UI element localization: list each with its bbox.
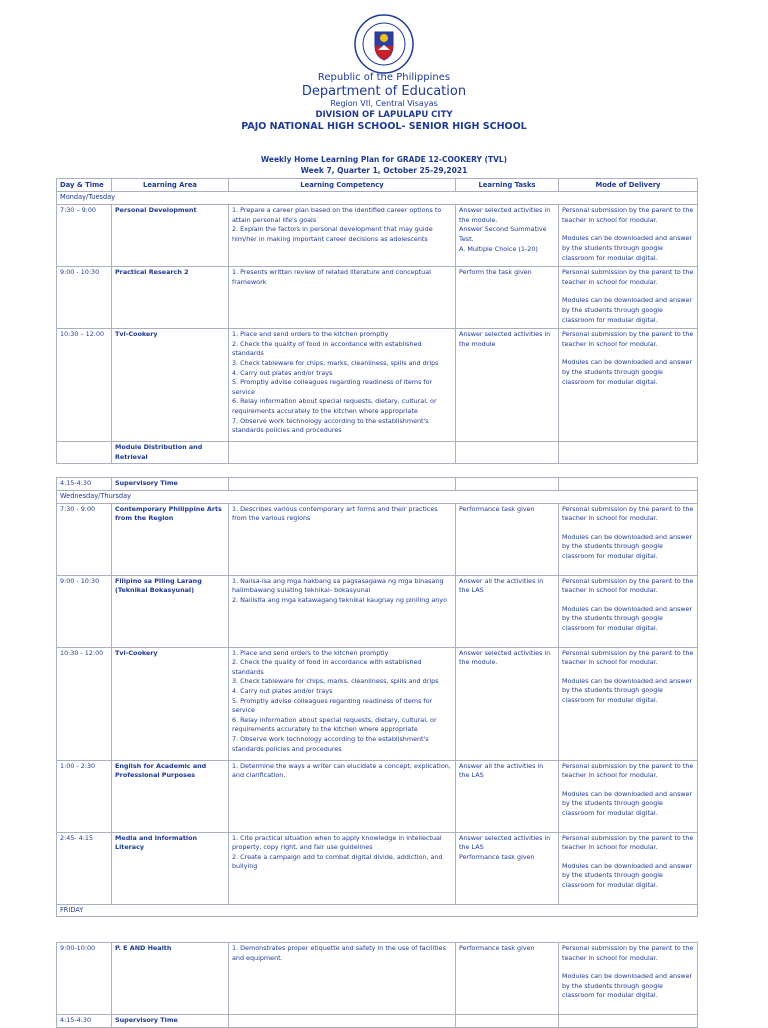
day-label: FRIDAY xyxy=(57,904,698,917)
competency-cell xyxy=(229,760,456,832)
competency-line: 1. Place and send orders to the kitchen promptly xyxy=(232,648,389,657)
tasks-cell xyxy=(456,1015,559,1028)
tasks-cell xyxy=(456,943,559,1015)
schedule-row xyxy=(57,575,698,647)
mode-cell xyxy=(559,442,698,464)
department-name: Department of Education xyxy=(301,84,467,99)
competency-line: 2. Explain the factors in personal development that may guide him/her in making important career decisions as adolescents xyxy=(232,225,433,243)
competency-line: 1. Prepare a career plan based on the identified career options to attain personal life's goals xyxy=(232,206,442,224)
area-line: Personal Development xyxy=(115,206,197,215)
competency-line: 4. Carry out plates and/or trays xyxy=(232,686,333,695)
competency-line: 6. Relay information about special requests, dietary, cultural, or requirements accurately to the kitchen where appropriate xyxy=(232,715,437,734)
area-cell xyxy=(112,442,229,464)
tasks-line: Answer selected activities in the module. xyxy=(459,648,551,667)
area-line: Filipino sa Piling Larang (Teknikal Bokasyunal) xyxy=(115,576,202,595)
competency-line: 1. Cite practical situation when to apply knowledge in intellectual property, copy right, and fair use guidelines xyxy=(232,833,442,852)
column-header: Learning Tasks xyxy=(456,179,559,192)
competency-line: 1. Determine the ways a writer can elucidate a concept, explication, and clarification. xyxy=(232,761,451,780)
time-cell: 4:15-4:30 xyxy=(57,1015,112,1028)
competency-line: 1. Describes various contemporary art forms and their practices from the various regions xyxy=(232,504,438,523)
mode-line xyxy=(562,668,694,677)
competency-cell xyxy=(229,1015,456,1028)
tasks-line: Performance task given xyxy=(459,504,535,513)
mode-line xyxy=(562,225,694,234)
competency-cell xyxy=(229,442,456,464)
mode-line: Personal submission by the parent to the teacher in school for modular. xyxy=(562,833,694,852)
area-cell xyxy=(112,1015,229,1028)
tasks-line: Answer selected activities in the LAS xyxy=(459,833,551,852)
competency-line: 1. Place and send orders to the kitchen promptly xyxy=(232,330,389,339)
area-line: Contemporary Philippine Arts from the Region xyxy=(115,504,222,523)
mode-line xyxy=(562,287,694,296)
tasks-cell xyxy=(456,478,559,491)
time-cell: 7:30 - 9:00 xyxy=(57,503,112,575)
competency-line: 1. Demonstrates proper etiquette and safety in the use of facilities and equipment. xyxy=(232,944,446,962)
schedule-row xyxy=(57,205,698,267)
area-cell xyxy=(112,575,229,647)
mode-line: Modules can be downloaded and answer by the students through google classroom for modular digital. xyxy=(562,861,693,889)
area-cell xyxy=(112,267,229,329)
tasks-cell xyxy=(456,832,559,904)
competency-cell xyxy=(229,575,456,647)
area-cell xyxy=(112,647,229,760)
mode-line xyxy=(562,963,694,972)
competency-line: 7. Observe work technology according to the establishment's standards policies and procedures xyxy=(232,734,429,753)
competency-line: 1. Presents written review of related literature and conceptual framework xyxy=(232,268,431,286)
competency-line: 5. Promptly advise colleagues regarding readiness of items for service xyxy=(232,696,433,715)
time-cell: 9:00 - 10:30 xyxy=(57,267,112,329)
mode-line: Modules can be downloaded and answer by the students through google classroom for modular digital. xyxy=(562,676,693,704)
competency-cell xyxy=(229,267,456,329)
column-header: Learning Competency xyxy=(229,179,456,192)
competency-cell xyxy=(229,205,456,267)
mode-cell xyxy=(559,760,698,832)
mode-line xyxy=(562,524,694,533)
competency-line: 2. Create a campaign add to combat digital divide, addiction, and bullying xyxy=(232,852,443,871)
area-line: Module Distribution and Retrieval xyxy=(115,443,203,461)
mode-line: Modules can be downloaded and answer by the students through google classroom for modular digital. xyxy=(562,234,693,262)
tasks-cell xyxy=(456,329,559,442)
area-cell xyxy=(112,205,229,267)
area-line: Practical Research 2 xyxy=(115,268,189,277)
tasks-line: Answer selected activities in the module. xyxy=(459,206,551,224)
learning-plan-table-2 xyxy=(56,477,698,917)
mode-cell xyxy=(559,205,698,267)
mode-line xyxy=(562,853,694,862)
competency-cell xyxy=(229,329,456,442)
competency-cell xyxy=(229,647,456,760)
area-cell xyxy=(112,329,229,442)
competency-line: 3. Check tableware for chips, marks, cleanliness, spills and drips xyxy=(232,358,439,367)
competency-cell xyxy=(229,478,456,491)
tasks-cell xyxy=(456,442,559,464)
header-row xyxy=(57,179,698,192)
schedule-row xyxy=(57,442,698,464)
mode-cell xyxy=(559,329,698,442)
learning-plan-table-1 xyxy=(56,178,698,464)
mode-cell xyxy=(559,503,698,575)
tasks-line: Answer selected activities in the module xyxy=(459,330,551,348)
area-cell xyxy=(112,503,229,575)
time-cell xyxy=(57,442,112,464)
competency-line: 4. Carry out plates and/or trays xyxy=(232,368,333,377)
mode-line: Personal submission by the parent to the teacher in school for modular. xyxy=(562,648,694,667)
time-cell: 9:00 - 10:30 xyxy=(57,575,112,647)
area-line: Supervisory Time xyxy=(115,1016,178,1024)
competency-line: 7. Observe work technology according to the establishment's standards policies and procedures xyxy=(232,416,429,435)
mode-line xyxy=(562,596,694,605)
time-cell: 9:00-10:00 xyxy=(57,943,112,1015)
competency-cell xyxy=(229,503,456,575)
mode-cell xyxy=(559,1015,698,1028)
schedule-row xyxy=(57,647,698,760)
time-cell: 7:30 – 9:00 xyxy=(57,205,112,267)
division-line: DIVISION OF LAPULAPU CITY xyxy=(315,110,453,120)
mode-line: Modules can be downloaded and answer by the students through google classroom for modular digital. xyxy=(562,358,693,386)
competency-line: 2. Check the quality of food in accordance with established standards xyxy=(232,658,422,676)
competency-line: 1. Naiisa-isa ang mga hakbang sa pagsasagawa ng mga binasang halimbawang sulating teknikal- bokasyunal xyxy=(232,576,444,595)
schedule-row xyxy=(57,760,698,832)
schedule-row xyxy=(57,832,698,904)
mode-line xyxy=(562,349,694,358)
time-cell: 10:30 – 12:00 xyxy=(57,329,112,442)
area-line: English for Academic and Professional Purposes xyxy=(115,761,207,780)
competency-line: 6. Relay information about special requests, dietary, cultural, or requirements accurately to the kitchen where appropriate xyxy=(232,397,437,415)
schedule-row xyxy=(57,267,698,329)
tasks-line: Answer all the activities in the LAS xyxy=(459,576,544,595)
competency-line: 2. Check the quality of food in accordance with established standards xyxy=(232,339,422,358)
area-cell xyxy=(112,478,229,491)
schedule-row xyxy=(57,1015,698,1028)
region-line: Region VII, Central Visayas xyxy=(330,99,438,108)
column-header: Day & Time xyxy=(57,179,112,192)
mode-line: Modules can be downloaded and answer by the students through google classroom for modular digital. xyxy=(562,972,693,1000)
mode-cell xyxy=(559,647,698,760)
day-row xyxy=(57,490,698,503)
mode-cell xyxy=(559,832,698,904)
tasks-line: Answer all the activities in the LAS xyxy=(459,761,544,780)
tasks-line: A. Multiple Choice (1-20) xyxy=(459,244,538,253)
competency-cell xyxy=(229,832,456,904)
mode-line: Personal submission by the parent to the teacher in school for modular. xyxy=(562,268,694,286)
mode-line: Modules can be downloaded and answer by the students through google classroom for modular digital. xyxy=(562,604,693,632)
time-cell: 2:45- 4:15 xyxy=(57,832,112,904)
tasks-cell xyxy=(456,503,559,575)
school-name: PAJO NATIONAL HIGH SCHOOL- SENIOR HIGH SCHOOL xyxy=(241,121,527,132)
mode-cell xyxy=(559,478,698,491)
area-cell xyxy=(112,832,229,904)
mode-line: Personal submission by the parent to the teacher in school for modular. xyxy=(562,504,694,523)
area-line: Media and Information Literacy xyxy=(115,833,198,852)
competency-line: 5. Promptly advise colleagues regarding readiness of items for service xyxy=(232,378,433,396)
time-cell: 4:15-4:30 xyxy=(57,478,112,491)
mode-cell xyxy=(559,267,698,329)
column-header: Learning Area xyxy=(112,179,229,192)
tasks-line: Performance task given xyxy=(459,944,535,952)
time-cell: 1:00 - 2:30 xyxy=(57,760,112,832)
competency-cell xyxy=(229,943,456,1015)
area-line: Tvl-Cookery xyxy=(115,648,158,657)
mode-cell xyxy=(559,575,698,647)
learning-plan-table-3 xyxy=(56,942,698,1028)
mode-line: Personal submission by the parent to the teacher in school for modular. xyxy=(562,944,694,962)
area-line: P. E AND Health xyxy=(115,944,172,952)
tasks-cell xyxy=(456,205,559,267)
area-line: Tvl-Cookery xyxy=(115,330,158,339)
tasks-line: Answer Second Summative Test. xyxy=(459,225,547,243)
tasks-cell xyxy=(456,647,559,760)
mode-line: Personal submission by the parent to the teacher in school for modular. xyxy=(562,761,694,780)
day-row xyxy=(57,192,698,205)
plan-title: Weekly Home Learning Plan for GRADE 12-COOKERY (TVL) xyxy=(260,155,508,164)
mode-cell xyxy=(559,943,698,1015)
tasks-cell xyxy=(456,575,559,647)
schedule-row xyxy=(57,503,698,575)
schedule-row xyxy=(57,943,698,1015)
tasks-line: Perform the task given xyxy=(459,268,532,277)
day-label: Wednesday/Thursday xyxy=(57,490,698,503)
schedule-row xyxy=(57,478,698,491)
area-cell xyxy=(112,760,229,832)
mode-line: Personal submission by the parent to the teacher in school for modular. xyxy=(562,206,694,224)
mode-line: Modules can be downloaded and answer by the students through google classroom for modular digital. xyxy=(562,532,693,560)
deped-seal-logo xyxy=(354,14,414,74)
competency-line: 3. Check tableware for chips, marks, cleanliness, spills and drips xyxy=(232,677,439,686)
tasks-cell xyxy=(456,760,559,832)
time-cell: 10:30 - 12:00 xyxy=(57,647,112,760)
mode-line: Modules can be downloaded and answer by the students through google classroom for modular digital. xyxy=(562,789,693,817)
mode-line: Personal submission by the parent to the teacher in school for modular. xyxy=(562,576,694,595)
column-header: Mode of Delivery xyxy=(559,179,698,192)
mode-line xyxy=(562,781,694,790)
area-cell xyxy=(112,943,229,1015)
republic-line: Republic of the Philippines xyxy=(317,72,451,83)
day-row xyxy=(57,904,698,917)
schedule-row xyxy=(57,329,698,442)
area-line: Supervisory Time xyxy=(115,479,178,487)
competency-line: 2. Naiiisita ang mga katawagang teknikal kaugnay ng piniling anyo xyxy=(232,595,447,604)
tasks-line: Performance task given xyxy=(459,852,535,861)
mode-line: Personal submission by the parent to the teacher in school for modular. xyxy=(562,330,694,348)
plan-subtitle: Week 7, Quarter 1, October 25-29,2021 xyxy=(300,166,468,175)
day-label: Monday/Tuesday xyxy=(57,192,698,205)
tasks-cell xyxy=(456,267,559,329)
mode-line: Modules can be downloaded and answer by the students through google classroom for modular digital. xyxy=(562,296,693,324)
